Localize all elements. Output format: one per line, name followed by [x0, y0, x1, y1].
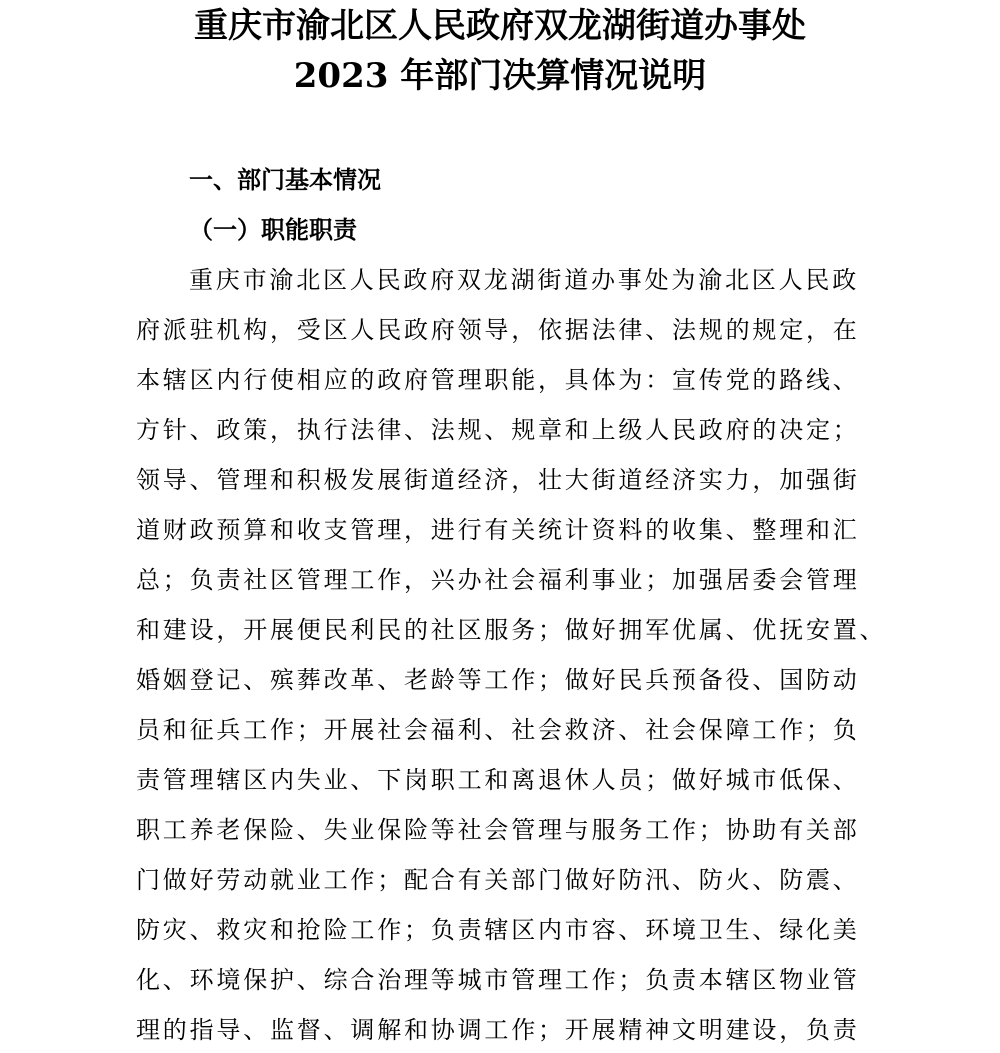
body-line: 府派驻机构，受区人民政府领导，依据法律、法规的规定，在	[136, 316, 860, 344]
body-line: 总；负责社区管理工作，兴办社会福利事业；加强居委会管理	[136, 566, 860, 594]
document-title-line-2: 2023 年部门决算情况说明	[293, 56, 707, 96]
subsection-heading: （一）职能职责	[189, 215, 357, 244]
body-line: 化、环境保护、综合治理等城市管理工作；负责本辖区物业管	[136, 966, 860, 994]
body-line: 婚姻登记、殡葬改革、老龄等工作；做好民兵预备役、国防动	[136, 666, 860, 694]
body-line: 职工养老保险、失业保险等社会管理与服务工作；协助有关部	[136, 816, 860, 844]
body-line: 道财政预算和收支管理，进行有关统计资料的收集、整理和汇	[136, 516, 860, 544]
body-line: 责管理辖区内失业、下岗职工和离退休人员；做好城市低保、	[136, 766, 860, 794]
body-line: 和建设，开展便民利民的社区服务；做好拥军优属、优抚安置、	[136, 616, 887, 644]
body-line: 理的指导、监督、调解和协调工作；开展精神文明建设，负责	[136, 1016, 860, 1044]
body-line: 门做好劳动就业工作；配合有关部门做好防汛、防火、防震、	[136, 866, 860, 894]
body-line: 员和征兵工作；开展社会福利、社会救济、社会保障工作；负	[136, 716, 860, 744]
body-line: 防灾、救灾和抢险工作；负责辖区内市容、环境卫生、绿化美	[136, 916, 860, 944]
document-title-line-1: 重庆市渝北区人民政府双龙湖街道办事处	[194, 6, 806, 46]
body-line: 方针、政策，执行法律、法规、规章和上级人民政府的决定；	[136, 416, 860, 444]
body-line: 领导、管理和积极发展街道经济，壮大街道经济实力，加强街	[136, 466, 860, 494]
section-heading: 一、部门基本情况	[189, 166, 381, 194]
body-line: 本辖区内行使相应的政府管理职能，具体为：宣传党的路线、	[136, 366, 860, 394]
body-line: 重庆市渝北区人民政府双龙湖街道办事处为渝北区人民政	[189, 266, 859, 294]
